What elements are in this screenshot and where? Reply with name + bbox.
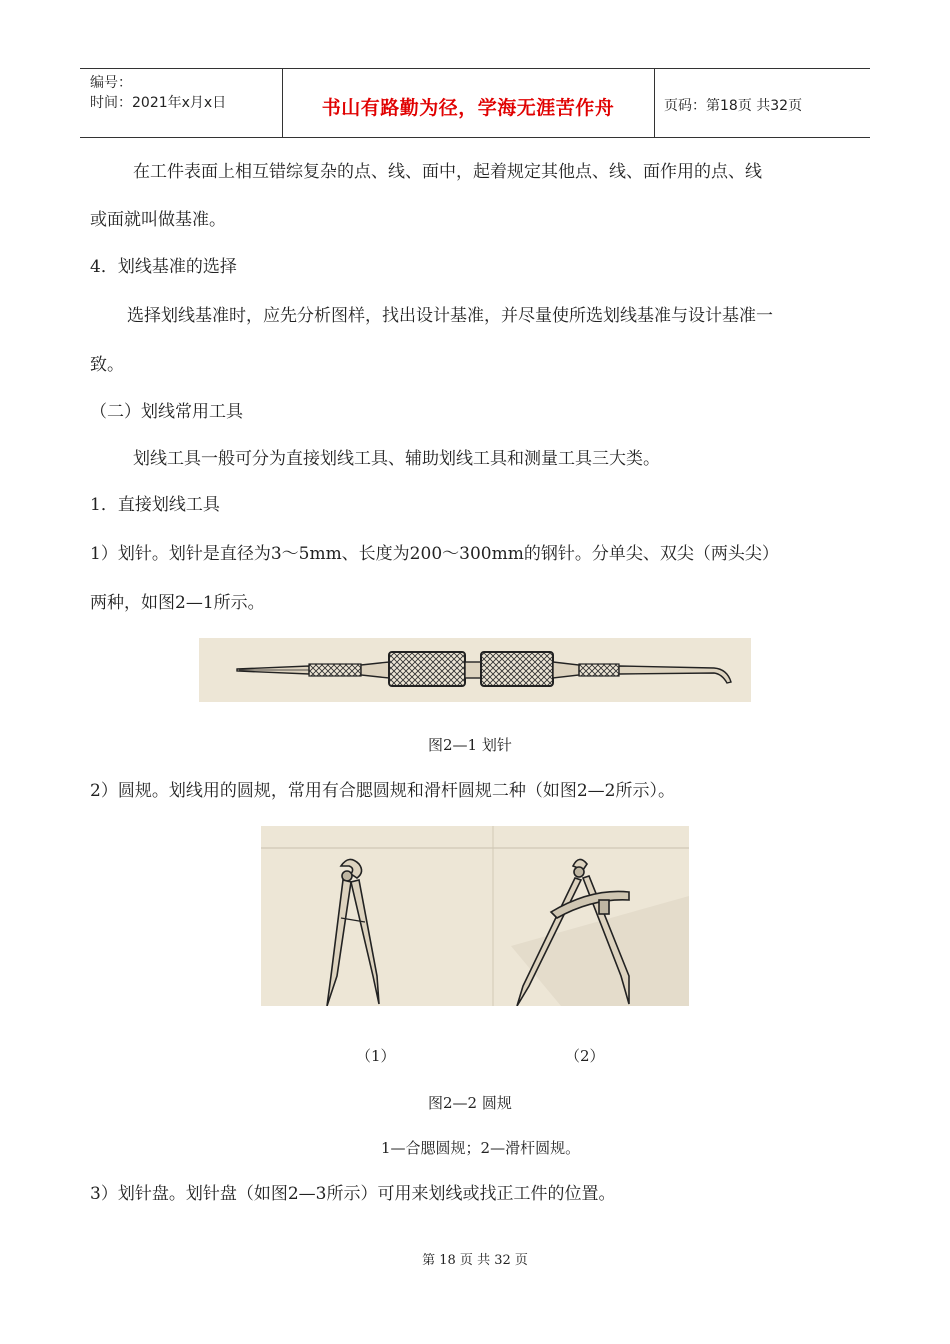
serial-label: 编号： xyxy=(90,75,132,91)
paragraph-tool-types: 划线工具一般可分为直接划线工具、辅助划线工具和测量工具三大类。 xyxy=(133,449,660,469)
heading-datum-selection: 4．划线基准的选择 xyxy=(90,257,237,277)
paragraph-scriber-line2: 两种，如图2—1所示。 xyxy=(90,593,265,613)
heading-common-tools: （二）划线常用工具 xyxy=(90,402,243,422)
paragraph-selection-line1: 选择划线基准时，应先分析图样，找出设计基准，并尽量使所选划线基准与设计基准一 xyxy=(127,306,773,326)
paragraph-compass: 2）圆规。划线用的圆规，常用有合腮圆规和滑杆圆规二种（如图2—2所示）。 xyxy=(90,781,675,801)
scriber-figure xyxy=(199,638,751,702)
page-header xyxy=(80,68,870,138)
figure-2-2-label-1: （1） xyxy=(356,1047,396,1065)
wing-compass xyxy=(327,859,379,1006)
paragraph-datum-line2: 或面就叫做基准。 xyxy=(90,210,226,230)
figure-2-2-caption: 图2—2 圆规 xyxy=(428,1094,512,1112)
page-footer: 第 18 页 共 32 页 xyxy=(422,1253,528,1268)
header-page-cell xyxy=(654,69,870,137)
motto: 书山有路勤为径，学海无涯苦作舟 xyxy=(321,97,615,119)
compass-drawing xyxy=(261,826,689,1006)
compass-figure xyxy=(261,826,689,1006)
date-line: 时间：2021年x月x日 xyxy=(90,95,227,111)
figure-2-2-label-2: （2） xyxy=(565,1047,605,1065)
figure-2-1-caption: 图2—1 划针 xyxy=(428,736,512,754)
paragraph-surface-gauge: 3）划针盘。划针盘（如图2—3所示）可用来划线或找正工件的位置。 xyxy=(90,1184,616,1204)
scriber-drawing xyxy=(199,638,751,702)
heading-direct-tools: 1．直接划线工具 xyxy=(90,495,220,515)
paragraph-selection-line2: 致。 xyxy=(90,355,124,375)
page-info: 页码：第18页 共32页 xyxy=(664,98,803,114)
paragraph-scriber-line1: 1）划针。划针是直径为3～5mm、长度为200～300mm的钢针。分单尖、双尖（两头尖） xyxy=(90,544,779,564)
header-meta-cell xyxy=(80,69,283,137)
figure-2-2-note: 1—合腮圆规；2—滑杆圆规。 xyxy=(381,1139,581,1157)
paragraph-datum-line1: 在工件表面上相互错综复杂的点、线、面中，起着规定其他点、线、面作用的点、线 xyxy=(133,162,762,182)
header-motto-cell xyxy=(282,69,655,137)
